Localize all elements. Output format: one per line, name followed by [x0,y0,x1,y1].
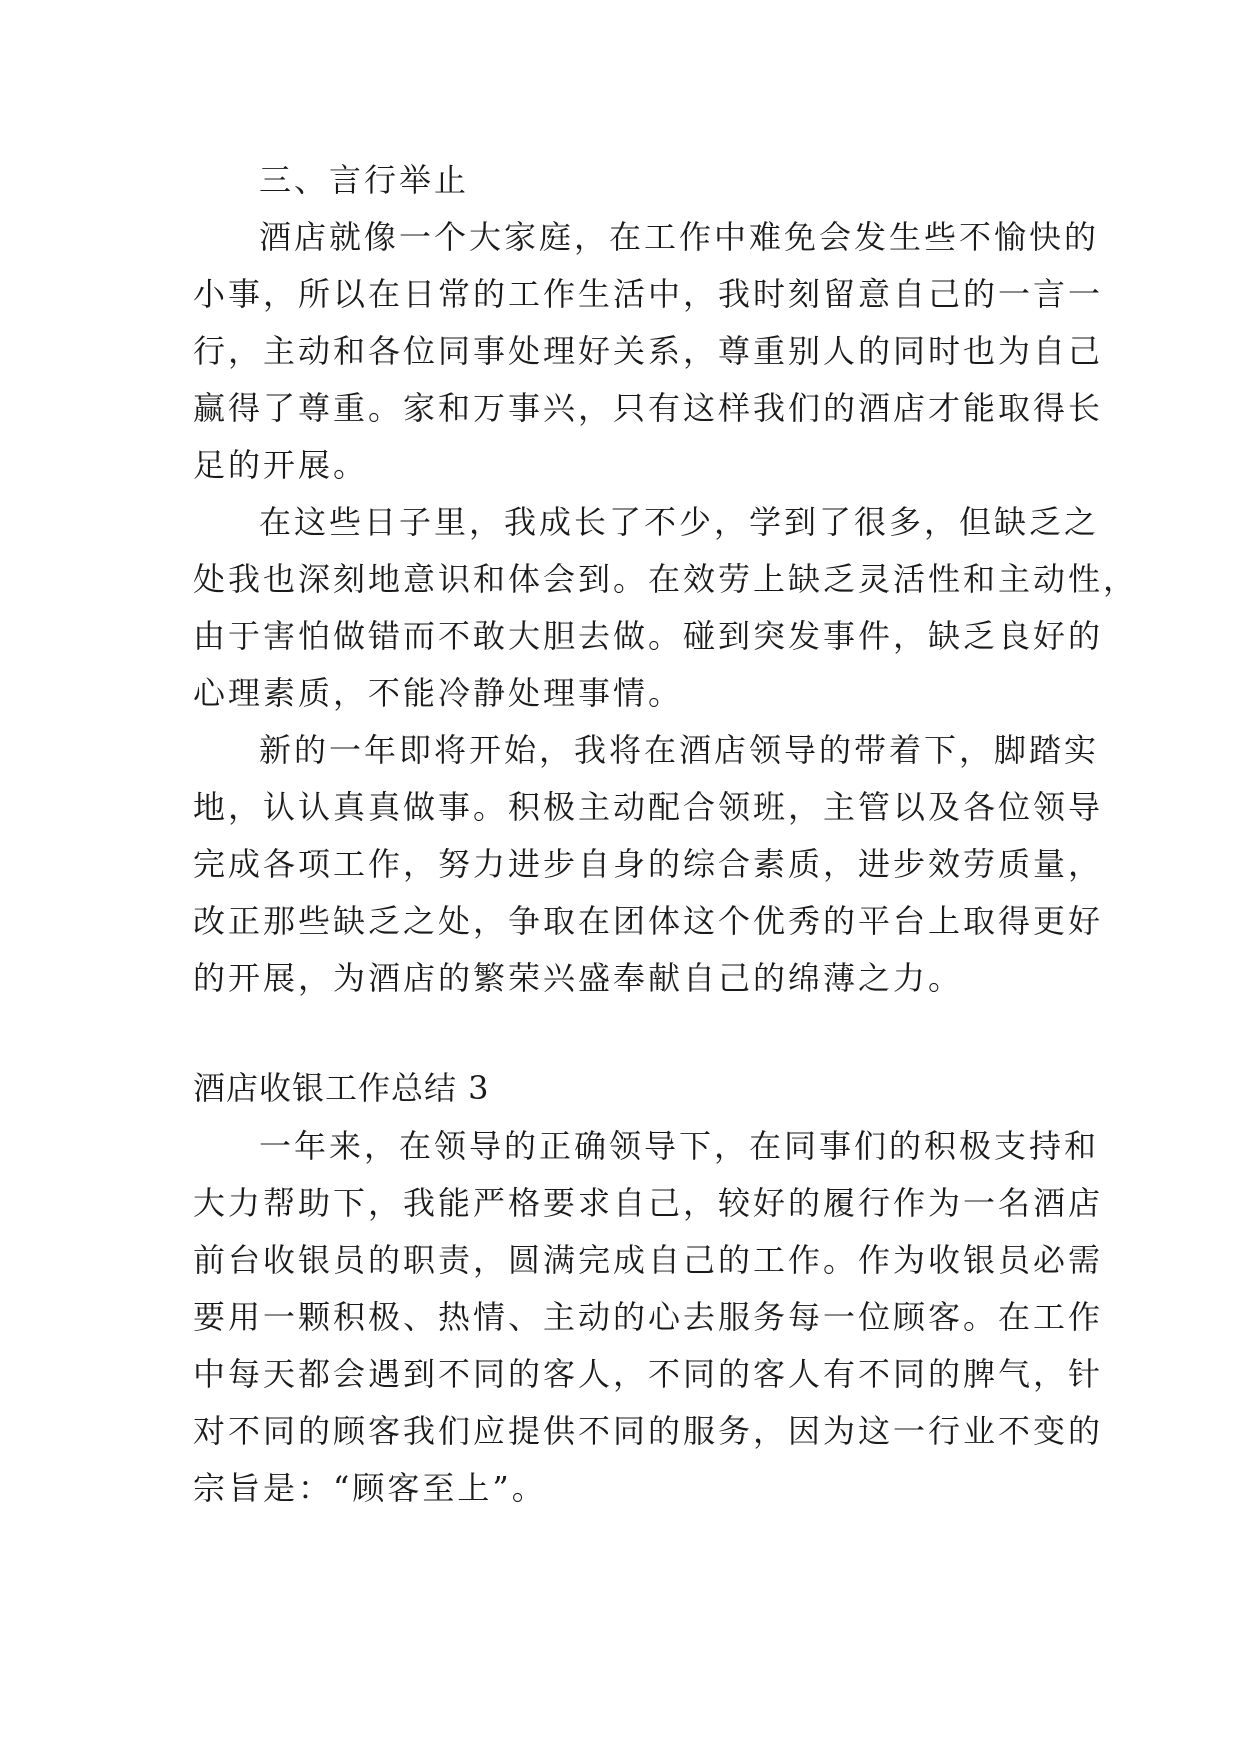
document-title: 酒店收银工作总结 3 [193,1069,490,1107]
paragraph-line: 新的一年即将开始，我将在酒店领导的带着下，脚踏实 [259,731,1100,769]
paragraph-line: 足的开展。 [193,446,369,484]
paragraph-line: 宗旨是：“顾客至上”。 [193,1469,547,1507]
paragraph-line: 小事，所以在日常的工作生活中，我时刻留意自己的一言一 [193,275,1104,313]
paragraph-line: 一年来，在领导的正确领导下，在同事们的积极支持和 [259,1127,1100,1165]
section-heading: 三、言行举止 [259,161,470,199]
paragraph-line: 在这些日子里，我成长了不少，学到了很多，但缺乏之 [259,503,1100,541]
paragraph-line: 完成各项工作，努力进步自身的综合素质，进步效劳质量， [193,845,1104,883]
paragraph-line: 对不同的顾客我们应提供不同的服务，因为这一行业不变的 [193,1412,1104,1450]
paragraph-line: 赢得了尊重。家和万事兴，只有这样我们的酒店才能取得长 [193,389,1104,427]
paragraph-line: 行，主动和各位同事处理好关系，尊重别人的同时也为自己 [193,332,1104,370]
paragraph-line: 地，认认真真做事。积极主动配合领班，主管以及各位领导 [193,788,1104,826]
paragraph-line: 心理素质，不能冷静处理事情。 [193,674,684,712]
paragraph-line: 前台收银员的职责，圆满完成自己的工作。作为收银员必需 [193,1241,1104,1279]
paragraph-line: 中每天都会遇到不同的客人，不同的客人有不同的脾气，针 [193,1355,1104,1393]
paragraph-line: 处我也深刻地意识和体会到。在效劳上缺乏灵活性和主动性， [193,560,1139,598]
paragraph-line: 大力帮助下，我能严格要求自己，较好的履行作为一名酒店 [193,1184,1104,1222]
paragraph-line: 改正那些缺乏之处，争取在团体这个优秀的平台上取得更好 [193,902,1104,940]
paragraph-line: 由于害怕做错而不敢大胆去做。碰到突发事件，缺乏良好的 [193,617,1104,655]
paragraph-line: 要用一颗积极、热情、主动的心去服务每一位顾客。在工作 [193,1298,1104,1336]
paragraph-line: 酒店就像一个大家庭，在工作中难免会发生些不愉快的 [259,218,1100,256]
paragraph-line: 的开展，为酒店的繁荣兴盛奉献自己的绵薄之力。 [193,959,964,997]
